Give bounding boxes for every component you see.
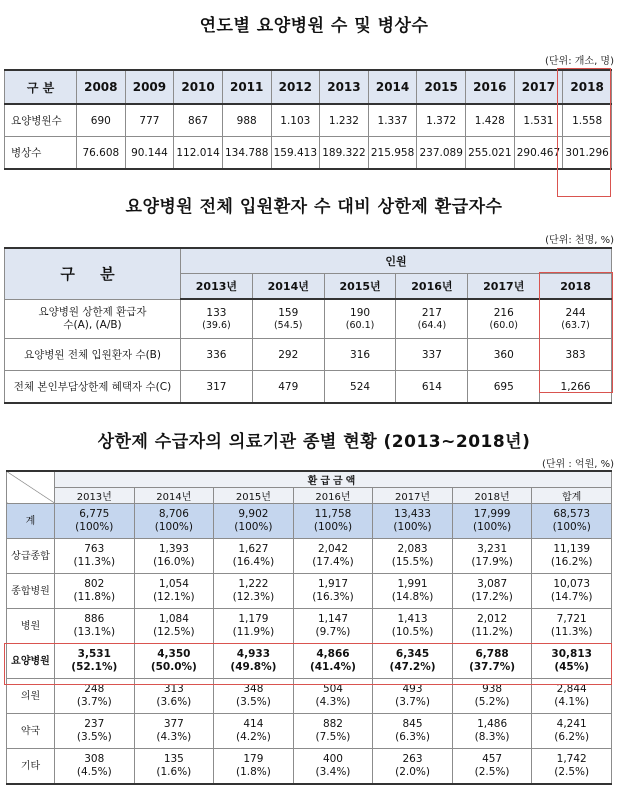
table-cell: 68,573 (100%) — [532, 504, 612, 539]
table-cell: 337 — [396, 339, 468, 371]
row-label: 약국 — [7, 714, 55, 749]
table-header-row — [5, 70, 612, 104]
row-label: 의원 — [7, 679, 55, 714]
year-header: 2017년 — [468, 274, 540, 300]
table-cell: 9,902 (100%) — [214, 504, 294, 539]
table-cell: 134.788 — [222, 137, 271, 170]
header-gubun: 구 분 — [5, 248, 181, 299]
year-header: 2015년 — [324, 274, 396, 300]
year-header: 2018 — [540, 274, 612, 300]
table-cell: 11,758 (100%) — [293, 504, 373, 539]
table-cell: 13,433 (100%) — [373, 504, 453, 539]
row-label — [5, 299, 181, 339]
table-cell: 1,991 (14.8%) — [373, 574, 453, 609]
table-cell: 290.467 — [514, 137, 563, 170]
table-cell: 4,933 (49.8%) — [214, 644, 294, 679]
row-label-line1: 요양병원 상한제 환급자 — [38, 305, 147, 318]
table-row — [5, 299, 612, 339]
year-header: 2018 — [563, 70, 612, 104]
table-cell: 3,231 (17.9%) — [452, 539, 532, 574]
table-cell: 308 (4.5%) — [55, 749, 135, 785]
row-label: 병원 — [7, 609, 55, 644]
year-header: 2015 — [417, 70, 466, 104]
table-cell: 1,222 (12.3%) — [214, 574, 294, 609]
section3-unit: (단위 : 억원, %) — [541, 459, 614, 470]
table-cell: 4,241 (6.2%) — [532, 714, 612, 749]
table-cell: 6,345 (47.2%) — [373, 644, 453, 679]
year-header: 2013년 — [55, 488, 135, 504]
table-cell: 1,413 (10.5%) — [373, 609, 453, 644]
table-cell: 400 (3.4%) — [293, 749, 373, 785]
table-row — [7, 644, 612, 679]
table-row — [7, 504, 612, 539]
table-cell: 248 (3.7%) — [55, 679, 135, 714]
table-cell: 695 — [468, 371, 540, 404]
year-header: 2017년 — [373, 488, 453, 504]
year-header: 2016 — [466, 70, 515, 104]
cap-refund-table — [4, 247, 612, 404]
table-cell: 1,266 — [540, 371, 612, 404]
table-header-row — [7, 488, 612, 504]
table-cell: 301.296 — [563, 137, 612, 170]
table-cell: 360 — [468, 339, 540, 371]
table-cell: 4,866 (41.4%) — [293, 644, 373, 679]
table-cell: 3,531 (52.1%) — [55, 644, 135, 679]
table-cell: 504 (4.3%) — [293, 679, 373, 714]
year-header: 2013년 — [181, 274, 253, 300]
year-header: 2015년 — [214, 488, 294, 504]
row-label: 기타 — [7, 749, 55, 785]
row-label: 요양병원수 — [5, 104, 77, 137]
table-row — [5, 339, 612, 371]
table-cell: 1,084 (12.5%) — [134, 609, 214, 644]
table-cell: 215.958 — [368, 137, 417, 170]
group-header: 환급금액 — [55, 471, 612, 488]
table-header-row — [5, 248, 612, 274]
table-cell: 1.372 — [417, 104, 466, 137]
table-cell: 867 — [174, 104, 223, 137]
table-cell: 763 (11.3%) — [55, 539, 135, 574]
table-row — [7, 679, 612, 714]
total-header: 합계 — [532, 488, 612, 504]
table-cell: 938 (5.2%) — [452, 679, 532, 714]
row-label: 계 — [7, 504, 55, 539]
section2-title: 요양병원 전체 입원환자 수 대비 상한제 환급자수 — [125, 197, 503, 217]
row-label: 병상수 — [5, 137, 77, 170]
year-header: 2008 — [77, 70, 126, 104]
row-label: 전체 본인부담상한제 혜택자 수(C) — [5, 371, 181, 404]
table-cell: 216 (60.0) — [468, 299, 540, 339]
table-cell: 112.014 — [174, 137, 223, 170]
table-cell: 614 — [396, 371, 468, 404]
year-header: 2010 — [174, 70, 223, 104]
table-cell: 1,486 (8.3%) — [452, 714, 532, 749]
table-cell: 2,042 (17.4%) — [293, 539, 373, 574]
table-cell: 3,087 (17.2%) — [452, 574, 532, 609]
table-cell: 1.428 — [466, 104, 515, 137]
table-cell: 1,917 (16.3%) — [293, 574, 373, 609]
table-cell: 1,147 (9.7%) — [293, 609, 373, 644]
table-cell: 217 (64.4) — [396, 299, 468, 339]
table-cell: 882 (7.5%) — [293, 714, 373, 749]
table-cell: 17,999 (100%) — [452, 504, 532, 539]
table-cell: 414 (4.2%) — [214, 714, 294, 749]
table-cell: 377 (4.3%) — [134, 714, 214, 749]
table-cell: 1.531 — [514, 104, 563, 137]
table-cell: 11,139 (16.2%) — [532, 539, 612, 574]
table-cell: 6,788 (37.7%) — [452, 644, 532, 679]
row-label: 요양병원 전체 입원환자 수(B) — [5, 339, 181, 371]
table-cell: 1.232 — [320, 104, 369, 137]
table-row — [7, 749, 612, 785]
table-cell: 493 (3.7%) — [373, 679, 453, 714]
year-header: 2016년 — [293, 488, 373, 504]
table-cell: 1.337 — [368, 104, 417, 137]
year-header: 2014년 — [252, 274, 324, 300]
table-cell: 348 (3.5%) — [214, 679, 294, 714]
table-cell: 190 (60.1) — [324, 299, 396, 339]
year-header: 2009 — [125, 70, 174, 104]
table-cell: 237 (3.5%) — [55, 714, 135, 749]
table-cell: 457 (2.5%) — [452, 749, 532, 785]
year-header: 2011 — [222, 70, 271, 104]
table-cell: 255.021 — [466, 137, 515, 170]
table-row — [7, 609, 612, 644]
table-cell: 159 (54.5) — [252, 299, 324, 339]
table-row — [7, 539, 612, 574]
table-cell: 886 (13.1%) — [55, 609, 135, 644]
table-cell: 90.144 — [125, 137, 174, 170]
table-cell: 316 — [324, 339, 396, 371]
hospital-count-table — [4, 69, 612, 170]
row-label: 상급종합 — [7, 539, 55, 574]
table-cell: 2,844 (4.1%) — [532, 679, 612, 714]
table-cell: 317 — [181, 371, 253, 404]
section1-title: 연도별 요양병원 수 및 병상수 — [199, 16, 429, 36]
table-cell: 263 (2.0%) — [373, 749, 453, 785]
table-cell: 336 — [181, 339, 253, 371]
table-cell: 524 — [324, 371, 396, 404]
table-cell: 845 (6.3%) — [373, 714, 453, 749]
table-cell: 1,179 (11.9%) — [214, 609, 294, 644]
table-cell: 1,742 (2.5%) — [532, 749, 612, 785]
table-cell: 313 (3.6%) — [134, 679, 214, 714]
table-cell: 10,073 (14.7%) — [532, 574, 612, 609]
header-gubun: 구 분 — [5, 70, 77, 104]
year-header: 2014년 — [134, 488, 214, 504]
diagonal-header-cell — [7, 471, 55, 504]
table-row — [5, 104, 612, 137]
table-cell: 4,350 (50.0%) — [134, 644, 214, 679]
institution-type-table — [6, 470, 612, 785]
table-cell: 189.322 — [320, 137, 369, 170]
table-cell: 988 — [222, 104, 271, 137]
group-header: 인원 — [181, 248, 612, 274]
row-label: 종합병원 — [7, 574, 55, 609]
year-header: 2018년 — [452, 488, 532, 504]
table-cell: 777 — [125, 104, 174, 137]
year-header: 2013 — [320, 70, 369, 104]
table-cell: 1,627 (16.4%) — [214, 539, 294, 574]
table-cell: 30,813 (45%) — [532, 644, 612, 679]
table-cell: 133 (39.6) — [181, 299, 253, 339]
table-cell: 690 — [77, 104, 126, 137]
table-row — [7, 574, 612, 609]
table-cell: 1,054 (12.1%) — [134, 574, 214, 609]
section3-title: 상한제 수급자의 의료기관 종별 현황 (2013~2018년) — [97, 432, 531, 452]
year-header: 2014 — [368, 70, 417, 104]
table-row — [5, 137, 612, 170]
section1-unit: (단위: 개소, 명) — [544, 56, 614, 67]
table-cell: 292 — [252, 339, 324, 371]
table-cell: 802 (11.8%) — [55, 574, 135, 609]
table-cell: 76.608 — [77, 137, 126, 170]
table-cell: 8,706 (100%) — [134, 504, 214, 539]
table-row — [7, 714, 612, 749]
section2-unit: (단위: 천명, %) — [545, 235, 614, 246]
table-cell: 383 — [540, 339, 612, 371]
table-cell: 159.413 — [271, 137, 320, 170]
table-cell: 7,721 (11.3%) — [532, 609, 612, 644]
year-header: 2012 — [271, 70, 320, 104]
table-header-row — [7, 471, 612, 488]
table-cell: 6,775 (100%) — [55, 504, 135, 539]
table-cell: 2,012 (11.2%) — [452, 609, 532, 644]
table-cell: 1.103 — [271, 104, 320, 137]
year-header: 2016년 — [396, 274, 468, 300]
table-cell: 179 (1.8%) — [214, 749, 294, 785]
table-row — [5, 371, 612, 404]
table-cell: 1.558 — [563, 104, 612, 137]
table-cell: 479 — [252, 371, 324, 404]
year-header: 2017 — [514, 70, 563, 104]
table-cell: 244 (63.7) — [540, 299, 612, 339]
table-cell: 135 (1.6%) — [134, 749, 214, 785]
row-label: 요양병원 — [7, 644, 55, 679]
table-cell: 1,393 (16.0%) — [134, 539, 214, 574]
row-label-line2: 수(A), (A/B) — [63, 318, 122, 331]
table-cell: 2,083 (15.5%) — [373, 539, 453, 574]
table-cell: 237.089 — [417, 137, 466, 170]
